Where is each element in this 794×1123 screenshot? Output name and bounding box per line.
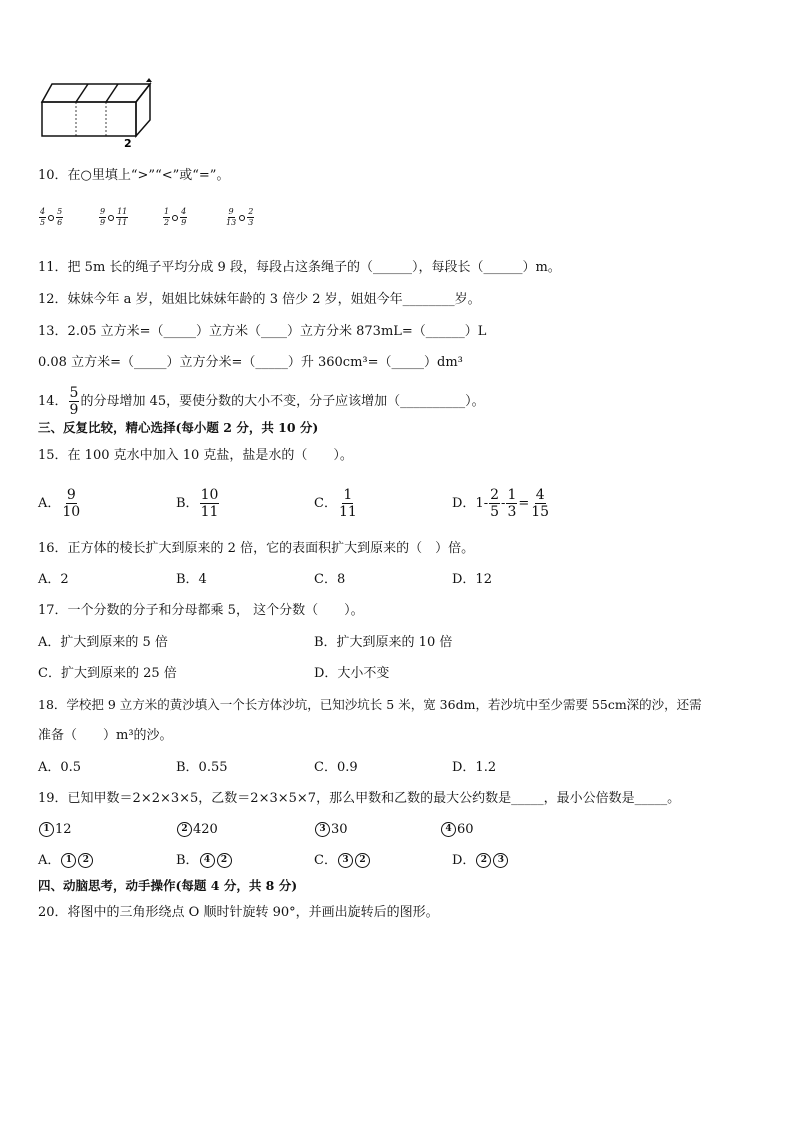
q19-text: 19．已知甲数＝2×2×3×5，乙数＝2×3×5×7，那么甲数和乙数的最大公约数是_____，最小公倍数是_____。 bbox=[38, 791, 681, 806]
q19-item-2: 2 420 bbox=[176, 820, 218, 840]
q18-option-d[interactable]: D．1.2 bbox=[452, 760, 497, 775]
q15-option-a[interactable]: A． $\frac{9}{10}$ bbox=[38, 487, 81, 520]
q19-item-1: 1 12 bbox=[38, 820, 72, 840]
q19-item-4: 4 60 bbox=[440, 820, 474, 840]
q15-option-d[interactable]: D．1- $\frac{2}{5}$ - $\frac{1}{3}$ = $\frac{4}{15}$ bbox=[452, 487, 550, 520]
q10-pair-2: $\frac{9}{9}$ $\frac{11}{11}$ bbox=[100, 207, 128, 227]
figure-label: 2 bbox=[124, 137, 132, 148]
q10-pair-3: $\frac{1}{2}$ $\frac{4}{9}$ bbox=[164, 207, 187, 227]
q17-option-a[interactable]: A．扩大到原来的 5 倍 bbox=[38, 635, 168, 650]
q19-option-b[interactable]: B． 4 2 bbox=[176, 851, 233, 871]
q19-option-a[interactable]: A． 1 2 bbox=[38, 851, 94, 871]
q17-text: 17．一个分数的分子和分母都乘 5， 这个分数（ ）。 bbox=[38, 603, 364, 618]
q18-option-b[interactable]: B．0.55 bbox=[176, 760, 228, 775]
q19-option-c[interactable]: C． 3 2 bbox=[314, 851, 371, 871]
q10-text: 10．在○里填上“>”“<”或“=”。 bbox=[38, 168, 230, 183]
q10-pair-1: $\frac{4}{5}$ $\frac{5}{6}$ bbox=[40, 207, 63, 227]
section3-title: 三、反复比较，精心选择(每小题 2 分，共 10 分) bbox=[38, 420, 319, 435]
q16-text: 16．正方体的棱长扩大到原来的 2 倍，它的表面积扩大到原来的（ ）倍。 bbox=[38, 541, 475, 556]
q12-text: 12．妹妹今年 a 岁，姐姐比妹妹年龄的 3 倍少 2 岁，姐姐今年________岁。 bbox=[38, 292, 481, 307]
q17-option-d[interactable]: D．大小不变 bbox=[314, 666, 390, 681]
q15-text: 15．在 100 克水中加入 10 克盐，盐是水的（ ）。 bbox=[38, 448, 353, 463]
q18-line2: 准备（ ）m³的沙。 bbox=[38, 728, 173, 743]
q16-option-b[interactable]: B．4 bbox=[176, 572, 207, 587]
q18-option-c[interactable]: C．0.9 bbox=[314, 760, 358, 775]
q16-option-a[interactable]: A．2 bbox=[38, 572, 69, 587]
q10-pair-4: $\frac{9}{13}$ $\frac{2}{3}$ bbox=[226, 207, 254, 227]
q19-item-3: 3 30 bbox=[314, 820, 348, 840]
q13-line2: 0.08 立方米=（_____）立方分米=（_____）升 360cm³=（_____）dm³ bbox=[38, 355, 463, 370]
q15-option-c[interactable]: C． $\frac{1}{11}$ bbox=[314, 487, 357, 520]
q13-line1: 13．2.05 立方米=（_____）立方米（____）立方分米 873mL=（______）L bbox=[38, 324, 487, 339]
cuboid-figure bbox=[38, 78, 158, 148]
q16-option-c[interactable]: C．8 bbox=[314, 572, 346, 587]
compare-circle[interactable] bbox=[172, 215, 178, 221]
q20-text: 20．将图中的三角形绕点 O 顺时针旋转 90°，并画出旋转后的图形。 bbox=[38, 905, 439, 920]
q14: 14． $\frac{5}{9}$ 的分母增加 45，要使分数的大小不变，分子应该增加（__________）。 bbox=[38, 385, 485, 418]
q17-option-c[interactable]: C．扩大到原来的 25 倍 bbox=[38, 666, 177, 681]
section4-title: 四、动脑思考，动手操作(每题 4 分，共 8 分) bbox=[38, 878, 298, 893]
q18-line1: 18．学校把 9 立方米的黄沙填入一个长方体沙坑，已知沙坑长 5 米，宽 36dm，若沙坑中至少需要 55cm深的沙，还需 bbox=[38, 697, 702, 712]
compare-circle[interactable] bbox=[108, 215, 114, 221]
q17-option-b[interactable]: B．扩大到原来的 10 倍 bbox=[314, 635, 453, 650]
q15-option-b[interactable]: B． $\frac{10}{11}$ bbox=[176, 487, 219, 520]
q11-text: 11．把 5m 长的绳子平均分成 9 段，每段占这条绳子的（______），每段长（______）m。 bbox=[38, 260, 561, 275]
compare-circle[interactable] bbox=[48, 215, 54, 221]
q16-option-d[interactable]: D．12 bbox=[452, 572, 492, 587]
q14-fraction: $\frac{5}{9}$ bbox=[69, 385, 79, 418]
compare-circle[interactable] bbox=[239, 215, 245, 221]
q19-option-d[interactable]: D． 2 3 bbox=[452, 851, 509, 871]
q18-option-a[interactable]: A．0.5 bbox=[38, 760, 82, 775]
